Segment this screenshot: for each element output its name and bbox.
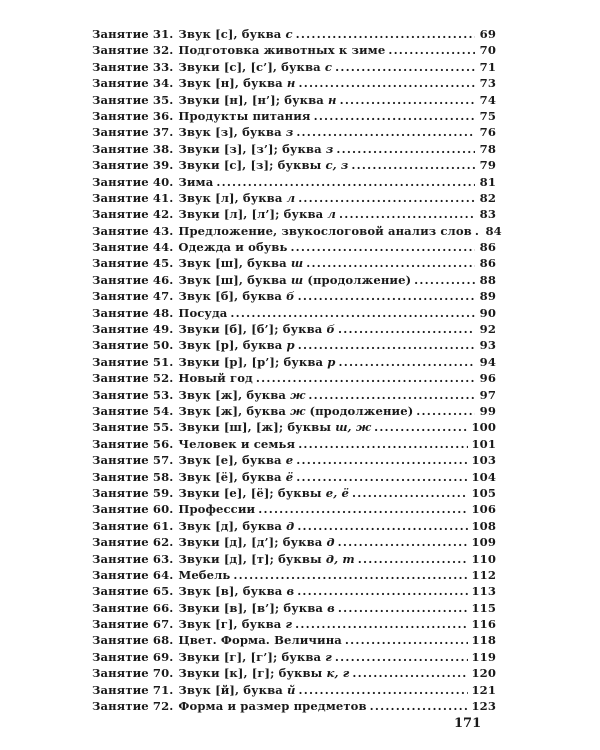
toc-page-number: 101 [471, 436, 496, 451]
lesson-title [178, 59, 332, 75]
lesson-number: Занятие 70. [92, 666, 174, 681]
lesson-title-text: Одежда и обувь [178, 240, 288, 255]
toc-page-number: 74 [479, 92, 496, 107]
toc-entry [92, 337, 496, 353]
lesson-title-text: Новый год [178, 371, 253, 386]
dot-leader [296, 26, 475, 42]
page-number-footer: 171 [454, 716, 482, 731]
lesson-title [178, 616, 292, 632]
lesson-letter: б [326, 322, 335, 337]
lesson-title [178, 321, 335, 337]
toc-page-number: 93 [479, 338, 496, 353]
lesson-title [178, 272, 411, 288]
dot-leader [352, 485, 468, 501]
toc-page-number: 79 [479, 158, 496, 173]
toc-entry [92, 255, 496, 271]
dot-leader [338, 600, 469, 616]
toc-page-number: 96 [479, 371, 496, 386]
lesson-number: Занятие 68. [92, 633, 174, 648]
toc-entry [92, 321, 496, 337]
lesson-title [178, 305, 227, 321]
toc-entry [92, 239, 496, 255]
lesson-letter: с [324, 59, 333, 74]
toc-entry [92, 501, 496, 517]
dot-leader [299, 682, 469, 698]
lesson-letter: в [286, 584, 295, 599]
lesson-title-text: Зима [178, 174, 214, 189]
toc-entry [92, 42, 496, 58]
dot-leader [290, 239, 475, 255]
lesson-letter: в [327, 600, 335, 615]
lesson-letter: е, ё [325, 485, 349, 500]
lesson-title-text: Звук [ж], буква [178, 403, 291, 418]
lesson-title [178, 649, 331, 665]
lesson-number: Занятие 62. [92, 535, 174, 550]
lesson-title [178, 124, 293, 140]
lesson-title [178, 92, 336, 108]
toc-page-number: 86 [479, 256, 496, 271]
lesson-title [178, 583, 294, 599]
dot-leader [297, 518, 468, 534]
lesson-title-text: Звук [ш], буква [178, 256, 291, 271]
dot-leader [258, 501, 468, 517]
dot-leader [358, 551, 469, 567]
toc-page-number: 109 [471, 535, 496, 550]
toc-entry [92, 551, 496, 567]
lesson-title [178, 255, 303, 271]
lesson-title [178, 485, 349, 501]
lesson-title-text: Звук [е], буква [178, 453, 286, 468]
lesson-letter: к, г [326, 666, 350, 681]
lesson-letter: ш [290, 272, 304, 287]
dot-leader [351, 157, 475, 173]
toc-page-number: 106 [471, 502, 496, 517]
lesson-number: Занятие 65. [92, 584, 174, 599]
dot-leader [336, 141, 475, 157]
toc-page-number: 118 [471, 633, 496, 648]
dot-leader [370, 698, 469, 714]
toc-page-number: 103 [471, 453, 496, 468]
toc-entry [92, 403, 496, 419]
lesson-letter: н [328, 92, 337, 107]
lesson-letter: д, т [325, 551, 355, 566]
lesson-letter: л [327, 207, 336, 222]
toc-entry [92, 518, 496, 534]
lesson-number: Занятие 44. [92, 240, 174, 255]
lesson-title-text: Форма и размер предметов [178, 699, 367, 714]
toc-page-number: 81 [479, 174, 496, 189]
lesson-letter: й [287, 682, 296, 697]
dot-leader [352, 665, 468, 681]
lesson-number: Занятие 34. [92, 76, 174, 91]
toc-entry [92, 75, 496, 91]
lesson-letter: б [286, 289, 295, 304]
lesson-number: Занятие 41. [92, 190, 174, 205]
lesson-title-text: Звуки [б], [б’]; буква [178, 322, 327, 337]
lesson-title [178, 518, 294, 534]
lesson-title-text: Человек и семья [178, 436, 296, 451]
dot-leader [230, 305, 475, 321]
lesson-title [178, 632, 342, 648]
lesson-title [178, 239, 287, 255]
dot-leader [295, 616, 468, 632]
dot-leader [233, 567, 468, 583]
lesson-letter: н [286, 76, 296, 91]
toc-entry [92, 567, 496, 583]
lesson-title-text: Звуки [д], [т]; буквы [178, 551, 326, 566]
toc-entry [92, 534, 496, 550]
toc-page-number: 84 [485, 223, 502, 238]
lesson-number: Занятие 55. [92, 420, 174, 435]
lesson-number: Занятие 56. [92, 436, 174, 451]
lesson-number: Занятие 52. [92, 371, 174, 386]
toc-page-number: 105 [471, 485, 496, 500]
lesson-number: Занятие 51. [92, 354, 174, 369]
lesson-title-tail: (продолжение) [305, 403, 414, 418]
lesson-title [178, 698, 366, 714]
toc-page-number: 89 [479, 289, 496, 304]
lesson-letter: с [285, 27, 293, 41]
toc-page-number: 120 [471, 666, 496, 681]
lesson-number: Занятие 35. [92, 92, 174, 107]
lesson-letter: з [325, 141, 334, 156]
toc-entry [92, 92, 496, 108]
lesson-title [178, 600, 334, 616]
toc-page-number: 110 [471, 551, 496, 566]
dot-leader [339, 206, 475, 222]
lesson-title-text: Звуки [з], [з’]; буква [178, 141, 326, 156]
lesson-title-text: Звуки [г], [г’]; буква [178, 649, 326, 664]
toc-page-number: 69 [479, 27, 496, 41]
lesson-title [178, 108, 310, 124]
lesson-title-text: Звук [с], буква [178, 27, 286, 41]
toc-entry [92, 698, 496, 714]
lesson-title [178, 370, 252, 386]
toc-page-number: 113 [471, 584, 496, 599]
lesson-number: Занятие 64. [92, 567, 174, 582]
lesson-title-text: Посуда [178, 305, 228, 320]
toc-entry [92, 108, 496, 124]
toc-entry [92, 174, 496, 190]
toc-page-number: 108 [471, 518, 496, 533]
toc-page-number: 112 [471, 567, 496, 582]
lesson-title [178, 501, 255, 517]
toc-page-number: 75 [479, 108, 496, 123]
toc-page-number: 121 [471, 682, 496, 697]
lesson-title-text: Звуки [л], [л’]; буква [178, 207, 328, 222]
dot-leader [298, 337, 475, 353]
dot-leader [345, 632, 469, 648]
dot-leader [335, 649, 469, 665]
lesson-title-text: Звук [в], буква [178, 584, 287, 599]
lesson-title-text: Звуки [е], [ё]; буквы [178, 485, 326, 500]
dot-leader [298, 436, 468, 452]
toc-entry [92, 288, 496, 304]
table-of-contents [92, 26, 502, 714]
toc-page-number: 94 [479, 354, 496, 369]
lesson-letter: ш, ж [335, 420, 372, 435]
lesson-letter: г [325, 649, 332, 664]
dot-leader [338, 534, 469, 550]
dot-leader [296, 452, 468, 468]
dot-leader [338, 354, 475, 370]
lesson-number: Занятие 43. [92, 223, 174, 238]
dot-leader [216, 174, 475, 190]
lesson-letter: ж [290, 403, 306, 418]
toc-entry [92, 665, 496, 681]
toc-page-number: 92 [479, 322, 496, 337]
toc-entry [92, 190, 496, 206]
toc-page-number: 104 [471, 469, 496, 484]
dot-leader [296, 469, 468, 485]
lesson-title-text: Звук [л], буква [178, 190, 287, 205]
dot-leader [298, 288, 475, 304]
lesson-title-text: Профессии [178, 502, 256, 517]
lesson-title [178, 387, 305, 403]
lesson-title-text: Звуки [д], [д’]; буква [178, 535, 327, 550]
lesson-title-text: Звук [ж], буква [178, 387, 291, 402]
lesson-number: Занятие 32. [92, 43, 174, 58]
toc-entry [92, 485, 496, 501]
lesson-title-text: Звуки [ш], [ж]; буквы [178, 420, 336, 435]
toc-entry [92, 419, 496, 435]
toc-entry [92, 649, 496, 665]
lesson-title-text: Звуки [с], [с’], буква [178, 59, 325, 74]
toc-page-number: 76 [479, 125, 496, 140]
lesson-title-text: Звуки [к], [г]; буквы [178, 666, 327, 681]
lesson-title-text: Звуки [р], [р’]; буква [178, 354, 328, 369]
toc-page-number: 82 [479, 190, 496, 205]
toc-entry [92, 370, 496, 386]
lesson-title-text: Звук [ё], буква [178, 469, 286, 484]
toc-entry [92, 272, 496, 288]
lesson-title-text: Звуки [с], [з]; буквы [178, 158, 326, 173]
lesson-title-text: Подготовка животных к зиме [178, 43, 386, 58]
lesson-title [178, 551, 354, 567]
dot-leader [297, 583, 468, 599]
lesson-number: Занятие 48. [92, 305, 174, 320]
dot-leader [388, 42, 475, 58]
lesson-title-text: Звук [н], буква [178, 76, 287, 91]
toc-page-number: 73 [479, 76, 496, 91]
toc-page-number: 88 [479, 272, 496, 287]
dot-leader [416, 403, 475, 419]
toc-entry [92, 305, 496, 321]
lesson-letter: е [285, 453, 294, 468]
lesson-letter: з [285, 125, 294, 140]
lesson-title [178, 469, 293, 485]
lesson-number: Занятие 50. [92, 338, 174, 353]
toc-entry [92, 632, 496, 648]
lesson-number: Занятие 66. [92, 600, 174, 615]
lesson-number: Занятие 42. [92, 207, 174, 222]
dot-leader [374, 419, 468, 435]
toc-entry [92, 387, 496, 403]
lesson-letter: ш [290, 256, 304, 271]
toc-page-number: 83 [479, 207, 496, 222]
toc-page-number: 70 [479, 43, 496, 58]
lesson-number: Занятие 53. [92, 387, 174, 402]
toc-page-number: 71 [479, 59, 496, 74]
dot-leader [414, 272, 475, 288]
lesson-title-text: Продукты питания [178, 108, 311, 123]
lesson-title-text: Звук [р], буква [178, 338, 287, 353]
toc-page-number: 90 [479, 305, 496, 320]
dot-leader [298, 75, 475, 91]
lesson-title-text: Предложение, звукослоговой анализ слов [178, 223, 472, 238]
toc-page-number: 86 [479, 240, 496, 255]
lesson-title-text: Звук [ш], буква [178, 272, 291, 287]
lesson-number: Занятие 33. [92, 59, 174, 74]
toc-entry [92, 452, 496, 468]
lesson-title [178, 75, 295, 91]
lesson-title [178, 452, 293, 468]
lesson-letter: р [286, 338, 295, 353]
lesson-title-text: Звук [б], буква [178, 289, 287, 304]
lesson-title [178, 665, 349, 681]
dot-leader [475, 223, 481, 239]
lesson-number: Занятие 59. [92, 485, 174, 500]
lesson-number: Занятие 31. [92, 27, 174, 41]
lesson-title-text: Цвет. Форма. Величина [178, 633, 342, 648]
toc-entry [92, 436, 496, 452]
toc-entry [92, 616, 496, 632]
dot-leader [338, 321, 475, 337]
lesson-title [178, 174, 213, 190]
toc-page-number: 100 [471, 420, 496, 435]
lesson-title [178, 190, 295, 206]
dot-leader [335, 59, 475, 75]
lesson-number: Занятие 47. [92, 289, 174, 304]
lesson-title [178, 206, 336, 222]
dot-leader [340, 92, 475, 108]
lesson-title-text: Мебель [178, 567, 231, 582]
lesson-title [178, 42, 385, 58]
lesson-title [178, 419, 371, 435]
lesson-title [178, 26, 292, 42]
lesson-number: Занятие 61. [92, 518, 174, 533]
dot-leader [256, 370, 475, 386]
lesson-title [178, 157, 348, 173]
toc-entry [92, 124, 496, 140]
lesson-number: Занятие 71. [92, 682, 174, 697]
lesson-letter: л [286, 190, 296, 205]
dot-leader [314, 108, 475, 124]
lesson-number: Занятие 72. [92, 699, 174, 714]
lesson-number: Занятие 54. [92, 403, 174, 418]
toc-entry [92, 354, 496, 370]
lesson-title-text: Звук [й], буква [178, 682, 288, 697]
toc-page-number: 116 [471, 617, 496, 632]
lesson-letter: д [286, 518, 295, 533]
lesson-letter: д [326, 535, 335, 550]
toc-page-number: 119 [471, 649, 496, 664]
lesson-number: Занятие 46. [92, 272, 174, 287]
lesson-number: Занятие 45. [92, 256, 174, 271]
dot-leader [298, 190, 475, 206]
lesson-title [178, 223, 471, 239]
toc-page-number: 78 [479, 141, 496, 156]
lesson-number: Занятие 58. [92, 469, 174, 484]
lesson-number: Занятие 49. [92, 322, 174, 337]
lesson-letter: ё [285, 469, 294, 484]
toc-entry [92, 600, 496, 616]
lesson-title [178, 141, 333, 157]
toc-entry [92, 223, 502, 239]
lesson-letter: р [327, 354, 336, 369]
lesson-title-tail: (продолжение) [303, 272, 412, 287]
lesson-number: Занятие 38. [92, 141, 174, 156]
lesson-number: Занятие 57. [92, 453, 174, 468]
lesson-title [178, 354, 335, 370]
lesson-title [178, 682, 295, 698]
lesson-title-text: Звуки [н], [н’]; буква [178, 92, 329, 107]
lesson-number: Занятие 67. [92, 617, 174, 632]
dot-leader [308, 387, 475, 403]
lesson-title [178, 436, 295, 452]
lesson-letter: с, з [325, 158, 349, 173]
toc-entry [92, 59, 496, 75]
lesson-number: Занятие 60. [92, 502, 174, 517]
lesson-number: Занятие 63. [92, 551, 174, 566]
toc-page-number: 115 [471, 600, 496, 615]
lesson-title [178, 534, 334, 550]
lesson-title-text: Звук [з], буква [178, 125, 286, 140]
lesson-letter: г [285, 617, 293, 632]
dot-leader [296, 124, 475, 140]
toc-entry [92, 141, 496, 157]
lesson-title [178, 567, 230, 583]
toc-page-number: 99 [479, 403, 496, 418]
lesson-number: Занятие 36. [92, 108, 174, 123]
lesson-letter: ж [290, 387, 306, 402]
lesson-title-text: Звук [г], буква [178, 617, 286, 632]
toc-entry [92, 469, 496, 485]
toc-page-number: 97 [479, 387, 496, 402]
lesson-number: Занятие 37. [92, 125, 174, 140]
lesson-title-text: Звуки [в], [в’]; буква [178, 600, 328, 615]
lesson-title [178, 403, 413, 419]
lesson-title [178, 337, 294, 353]
dot-leader [306, 255, 475, 271]
lesson-number: Занятие 39. [92, 158, 174, 173]
toc-entry [92, 682, 496, 698]
toc-entry [92, 26, 496, 42]
toc-entry [92, 206, 496, 222]
toc-entry [92, 583, 496, 599]
lesson-number: Занятие 40. [92, 174, 174, 189]
toc-entry [92, 157, 496, 173]
lesson-title [178, 288, 294, 304]
lesson-number: Занятие 69. [92, 649, 174, 664]
lesson-title-text: Звук [д], буква [178, 518, 287, 533]
toc-page-number: 123 [471, 699, 496, 714]
